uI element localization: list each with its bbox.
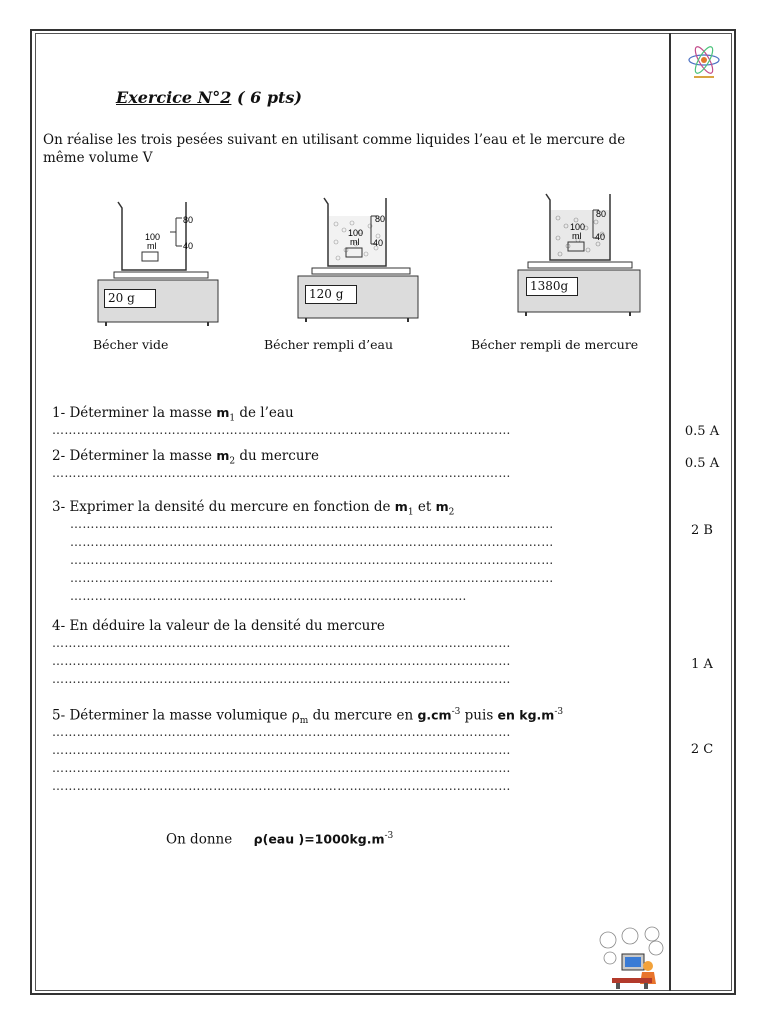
beaker-tick-bottom: 40 bbox=[183, 241, 194, 251]
beaker-volume: 100 bbox=[145, 232, 161, 242]
answer-line: ………………………………………………………………………………………………… bbox=[52, 761, 511, 775]
beaker-tick-top: 80 bbox=[183, 215, 194, 225]
question-2: 2- Déterminer la masse $m_2$ du mercure bbox=[52, 448, 319, 467]
score-column-divider bbox=[669, 33, 671, 991]
caption-mercury-beaker: Bécher rempli de mercure bbox=[471, 337, 639, 352]
svg-text:ml: ml bbox=[572, 231, 582, 241]
svg-text:80: 80 bbox=[375, 214, 386, 224]
question-4: 4- En déduire la valeur de la densité du mercure bbox=[52, 618, 385, 634]
answer-line: ………………………………………………………………………………………………… bbox=[52, 672, 511, 686]
question-1: 1- Déterminer la masse $m_1$ de l’eau bbox=[52, 405, 294, 424]
svg-text:80: 80 bbox=[596, 209, 607, 219]
scale-readout-water: 120 g bbox=[305, 285, 357, 304]
score-q5: 2 C bbox=[690, 742, 714, 757]
exercise-intro: On réalise les trois pesées suivant en utilisant comme liquides l’eau et le mercure de même volume V bbox=[43, 132, 626, 166]
answer-line: ……………………………………………………………………………………………………… bbox=[70, 535, 554, 549]
score-q2: 0.5 A bbox=[684, 456, 720, 471]
answer-line: ………………………………………………………………………………………………… bbox=[52, 423, 511, 437]
svg-text:100: 100 bbox=[570, 222, 586, 232]
given-data: On donne ρ(eau )$=1000kg.m^{-3}$ bbox=[166, 831, 394, 848]
scale-readout-mercury: 1380g bbox=[526, 277, 578, 296]
student-computer-clipart-icon bbox=[596, 926, 668, 990]
score-q1: 0.5 A bbox=[684, 424, 720, 439]
answer-line: ………………………………………………………………………………………………… bbox=[52, 466, 511, 480]
score-q3: 2 B bbox=[691, 523, 713, 538]
answer-line: ………………………………………………………………………………………………… bbox=[52, 779, 511, 793]
answer-line: ……………………………………………………………………………………………………… bbox=[70, 517, 554, 531]
answer-line: ………………………………………………………………………………………………… bbox=[52, 654, 511, 668]
svg-text:ml: ml bbox=[350, 237, 360, 247]
exercise-title: Exercice N°2 ( 6 pts) bbox=[116, 88, 302, 107]
answer-line: ………………………………………………………………………………………………… bbox=[52, 636, 511, 650]
scale-readout-empty: 20 g bbox=[104, 289, 156, 308]
answer-line: …………………………………………………………………………………… bbox=[70, 589, 467, 603]
weighing-figures bbox=[90, 190, 670, 330]
beaker-unit: ml bbox=[147, 241, 157, 251]
answer-line: ………………………………………………………………………………………………… bbox=[52, 743, 511, 757]
answer-line: ………………………………………………………………………………………………… bbox=[52, 725, 511, 739]
svg-text:100: 100 bbox=[348, 228, 364, 238]
score-q4: 1 A bbox=[691, 657, 713, 672]
atom-logo-icon bbox=[684, 42, 724, 82]
scale-mercury-beaker bbox=[518, 194, 640, 316]
answer-line: ……………………………………………………………………………………………………… bbox=[70, 571, 554, 585]
svg-text:40: 40 bbox=[595, 232, 606, 242]
answer-line: ……………………………………………………………………………………………………… bbox=[70, 553, 554, 567]
question-3: 3- Exprimer la densité du mercure en fonction de $m_1$ et $m_2$ bbox=[52, 499, 455, 518]
svg-text:40: 40 bbox=[373, 238, 384, 248]
caption-empty-beaker: Bécher vide bbox=[93, 337, 169, 352]
caption-water-beaker: Bécher rempli d’eau bbox=[264, 337, 394, 352]
question-5: 5- Déterminer la masse volumique $\rho_m$ du mercure en $g.cm^{-3}$ puis en $kg.m^{-3}$ bbox=[52, 707, 564, 727]
